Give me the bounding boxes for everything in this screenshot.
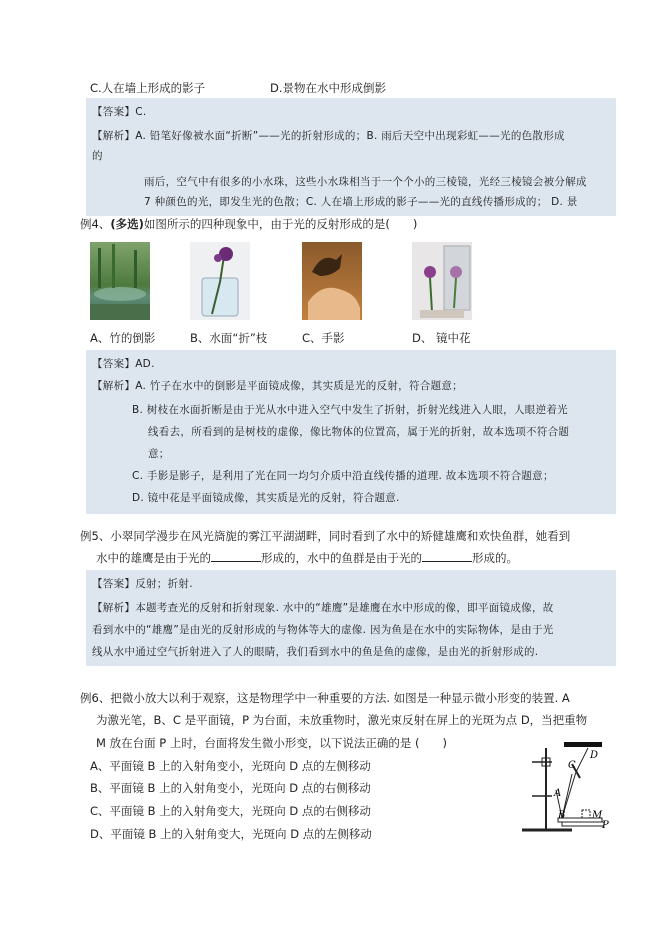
label-b: B — [558, 810, 566, 821]
flower-mirror-photo — [412, 242, 472, 320]
answer-blank — [422, 550, 472, 562]
bent-stem-glass-photo — [190, 242, 250, 320]
multi-select-tag: (多选) — [110, 217, 144, 231]
label-m: M — [592, 810, 603, 821]
caption-d: D、 镜中花 — [412, 331, 471, 345]
example-4-question — [80, 216, 417, 232]
label-p: P — [602, 820, 609, 831]
explanation-line: B. 树枝在水面折断是由于光从水中进入空气中发生了折射，折射光线进入人眼，人眼逆着光 — [132, 404, 568, 416]
answer-box-1 — [86, 98, 616, 216]
explanation-line: 看到水中的“雄鹰”是由光的反射形成的与物体等大的虚像. 因为鱼是在水中的实际物体，是由于光 — [92, 624, 554, 636]
label-d: D — [590, 750, 599, 761]
explanation-line: 线看去，所看到的是树枝的虚像，像比物体的位置高，属于光的折射，故本选项不符合题 — [148, 426, 570, 438]
example-6-line-2: 为激光笔，B、C 是平面镜，P 为台面，未放重物时，激光束反射在屏上的光斑为点 D，当把重物 — [96, 713, 588, 727]
question-text: 水中的雄鹰是由于光的 — [96, 551, 211, 565]
option-a: A、平面镜 B 上的入射角变小，光斑向 D 点的左侧移动 — [90, 759, 371, 773]
explanation-line: 【解析】A. 竹子在水中的倒影是平面镜成像，其实质是光的反射，符合题意； — [92, 380, 463, 392]
option-c: C.人在墙上形成的影子 — [90, 81, 206, 95]
explanation-line: D. 镜中花是平面镜成像，其实质是光的反射，符合题意. — [132, 492, 400, 504]
caption-a: A、竹的倒影 — [90, 331, 156, 345]
option-d: D.景物在水中形成倒影 — [270, 81, 387, 95]
label-c: C — [568, 760, 576, 771]
option-b: B、平面镜 B 上的入射角变小，光斑向 D 点的右侧移动 — [90, 781, 371, 795]
answer-box-3 — [86, 570, 616, 666]
option-d: D、平面镜 B 上的入射角变大，光斑向 D 点的左侧移动 — [90, 827, 372, 841]
example-6-line-3: M 放在台面 P 上时，台面将发生微小形变，以下说法正确的是 ( ) — [96, 736, 447, 750]
explanation-line: C. 手影是影子，是利用了光在同一均匀介质中沿直线传播的道理. 故本选项不符合题意； — [132, 470, 554, 482]
hand-shadow-photo — [302, 242, 362, 320]
answer-box-2 — [86, 350, 616, 514]
example-5-line-2 — [96, 550, 518, 566]
explanation-line: 【解析】本题考查光的反射和折射现象. 水中的“雄鹰”是雄鹰在水中形成的像，即平面镜成像，故 — [92, 602, 554, 614]
label-a: A — [554, 788, 562, 799]
question-text: 如图所示的四种现象中，由于光的反射形成的是( ) — [143, 217, 418, 231]
option-c: C、平面镜 B 上的入射角变大，光斑向 D 点的右侧移动 — [90, 804, 371, 818]
explanation-line: 【解析】A. 铅笔好像被水面“折断”——光的折射形成的；B. 雨后天空中出现彩虹——光的色散形成 — [92, 130, 565, 142]
answer-blank — [211, 550, 261, 562]
screen — [564, 742, 602, 747]
explanation-line: 的 — [92, 150, 103, 162]
question-text: 形成的。 — [472, 551, 518, 565]
micro-deformation-apparatus-diagram — [516, 738, 616, 836]
answer-label: 【答案】反射；折射. — [92, 578, 193, 590]
example-6-line-1: 例6、把微小放大以利于观察，这是物理学中一种重要的方法. 如图是一种显示微小形变的装置. A — [80, 691, 570, 705]
answer-label: 【答案】C. — [92, 106, 147, 118]
example-5-line-1: 例5、小翠同学漫步在风光旖旎的雾江平湖湖畔，同时看到了水中的矫健雄鹰和欢快鱼群，她看到 — [80, 529, 571, 543]
caption-c: C、手影 — [302, 331, 345, 345]
explanation-line: 7 种颜色的光，即发生光的色散；C. 人在墙上形成的影子——光的直线传播形成的； D. 景 — [144, 196, 578, 208]
explanation-line: 意； — [148, 448, 170, 460]
bamboo-reflection-photo — [90, 242, 150, 320]
caption-b: B、水面“折”枝 — [190, 331, 268, 345]
question-text: 形成的，水中的鱼群是由于光的 — [261, 551, 422, 565]
explanation-line: 雨后，空气中有很多的小水珠，这些小水珠相当于一个个小的三棱镜，光经三棱镜会被分解成 — [144, 176, 587, 188]
example-number: 例4、 — [80, 217, 111, 231]
answer-label: 【答案】AD. — [92, 358, 155, 370]
explanation-line: 线从水中通过空气折射进入了人的眼睛，我们看到水中的鱼是鱼的虚像，是由光的折射形成的. — [92, 646, 539, 658]
